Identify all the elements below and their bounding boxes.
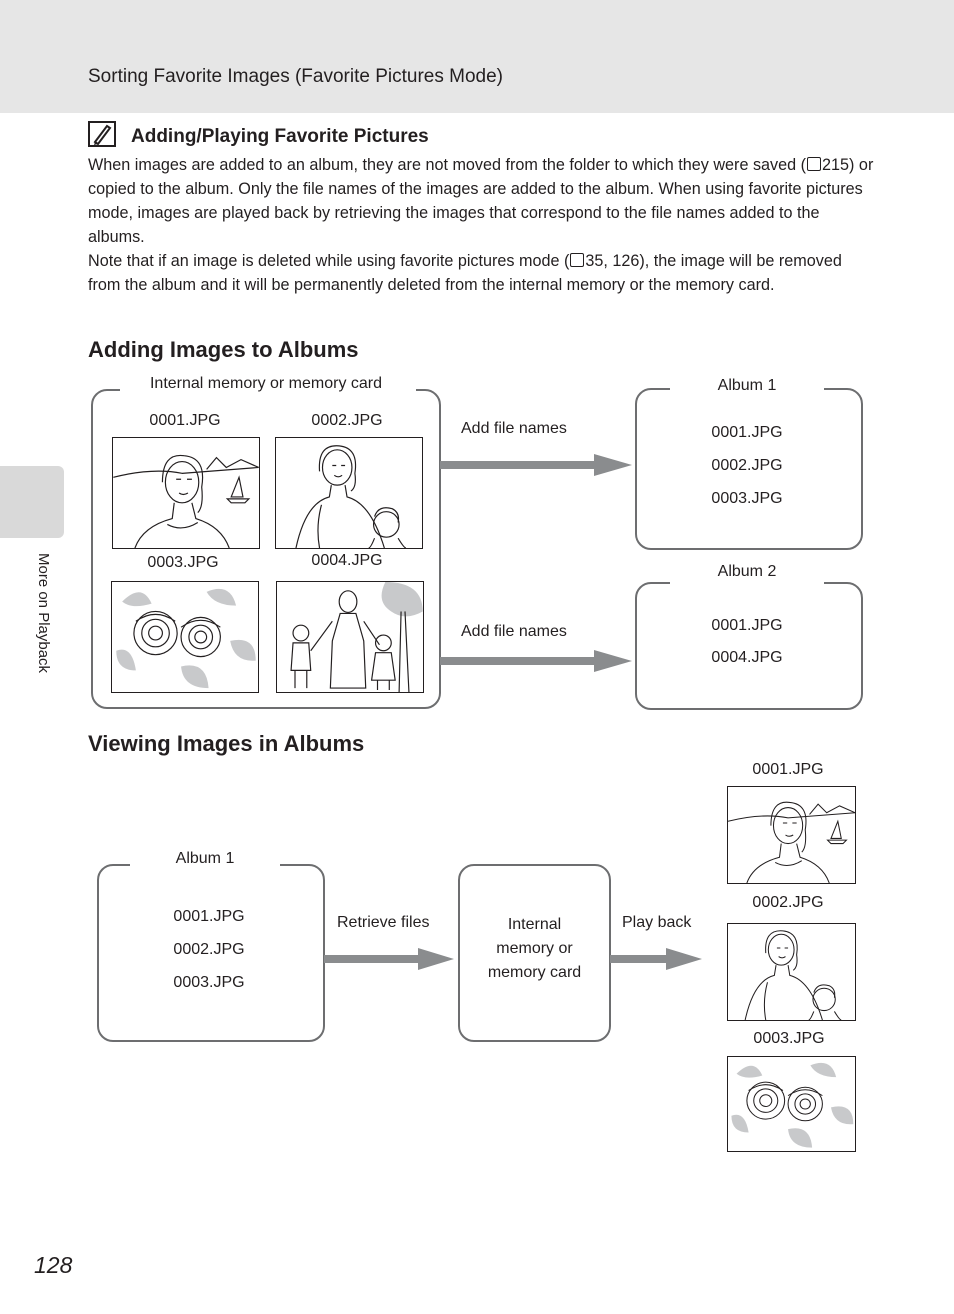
retrieve-files-label: Retrieve files [337, 914, 430, 931]
book-ref-icon [570, 253, 584, 267]
album-file-name: 0004.JPG [711, 649, 783, 666]
photo-caption: 0001.JPG [752, 761, 824, 778]
section-side-tab [0, 466, 64, 538]
album-file-name: 0001.JPG [173, 908, 245, 925]
photo-caption: 0002.JPG [311, 412, 383, 429]
photo-thumbnail [276, 581, 424, 693]
right-arrow-icon [440, 649, 634, 673]
album-file-name: 0001.JPG [711, 617, 783, 634]
photo-thumbnail [727, 786, 856, 884]
photo-thumbnail [111, 581, 259, 693]
viewing-section-title: Viewing Images in Albums [88, 731, 365, 756]
header-band [0, 0, 954, 113]
album-file-name: 0002.JPG [173, 941, 245, 958]
photo-caption: 0002.JPG [752, 894, 824, 911]
page-header-title: Sorting Favorite Images (Favorite Pictures Mode) [88, 66, 503, 87]
page-number: 128 [34, 1252, 73, 1278]
album-file-name: 0003.JPG [173, 974, 245, 991]
side-tab-label: More on Playback [35, 553, 52, 674]
play-back-label: Play back [622, 914, 692, 931]
storage-label: Internal memory or memory card [487, 916, 582, 981]
book-ref-icon [807, 157, 821, 171]
photo-thumbnail [727, 923, 856, 1021]
photo-caption: 0001.JPG [149, 412, 221, 429]
photo-thumbnail [727, 1056, 856, 1152]
photo-caption: 0004.JPG [311, 552, 383, 569]
right-arrow-icon [324, 947, 456, 971]
photo-thumbnail [112, 437, 260, 549]
right-arrow-icon [610, 947, 704, 971]
album-file-name: 0001.JPG [711, 424, 783, 441]
pencil-note-icon [88, 121, 116, 147]
album-title: Album 2 [717, 563, 777, 580]
note-paragraph-1: When images are added to an album, they are not moved from the folder to which they were saved ( 215) or copied to the album. Only the file names of the images are added to the album. When using favorite pictures mode, images are played back by retrieving the images that correspond to the file names added to the albums. [88, 156, 874, 246]
add-file-names-label: Add file names [461, 420, 567, 437]
note-paragraph-2: Note that if an image is deleted while using favorite pictures mode ( 35, 126), the image will be removed from the album and it will be permanently deleted from the internal memory or the memory card. [88, 252, 842, 294]
note-title: Adding/Playing Favorite Pictures [131, 126, 429, 147]
right-arrow-icon [440, 453, 634, 477]
album-file-name: 0002.JPG [711, 457, 783, 474]
album-title: Album 1 [717, 377, 777, 394]
adding-section-title: Adding Images to Albums [88, 337, 359, 362]
photo-caption: 0003.JPG [753, 1030, 825, 1047]
album-title: Album 1 [175, 850, 235, 867]
photo-caption: 0003.JPG [147, 554, 219, 571]
album-2-box [635, 582, 863, 710]
album-file-name: 0003.JPG [711, 490, 783, 507]
add-file-names-label: Add file names [461, 623, 567, 640]
source-storage-label: Internal memory or memory card [149, 375, 383, 392]
photo-thumbnail [275, 437, 423, 549]
